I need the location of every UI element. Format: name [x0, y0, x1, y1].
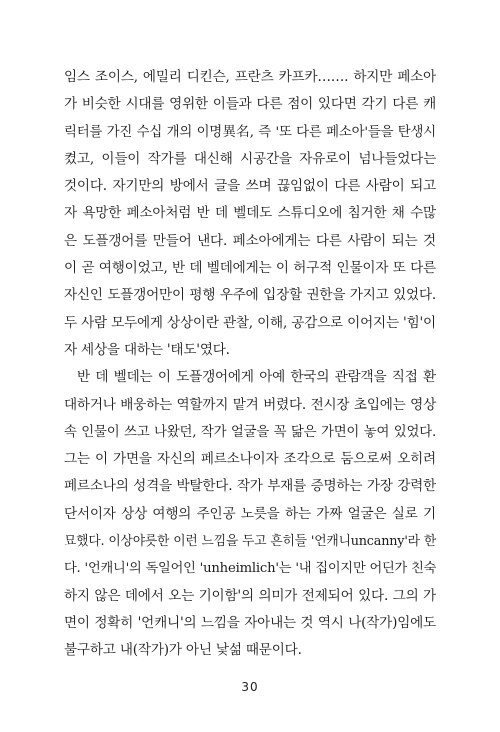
paragraph-2	[64, 364, 436, 664]
text-line: 불구하고 내(작가)가 아닌 낯섦 때문이다.	[64, 642, 302, 659]
text-line: 자 세상을 대하는 '태도'였다.	[64, 341, 230, 358]
text-line: 가 비슷한 시대를 영위한 이들과 다른 점이 있다면 각기 다른 캐	[64, 96, 436, 113]
text-line: 은 도플갱어를 만들어 낸다. 페소아에게는 다른 사람이 되는 것	[64, 232, 436, 249]
text-line: 임스 조이스, 에밀리 디킨슨, 프란츠 카프카……. 하지만 페소아	[64, 69, 436, 85]
text-line: 면이 정확히 '언캐니'의 느낌을 자아내는 것 역시 나(작가)임에도	[64, 614, 436, 631]
text-line: 자 욕망한 페소아처럼 반 데 벨데도 스튜디오에 침거한 채 수많	[64, 205, 436, 222]
text-line: 하지 않은 데에서 오는 기이함'의 의미가 전제되어 있다. 그의 가	[64, 587, 436, 604]
text-line: 반 데 벨데는 이 도플갱어에게 아예 한국의 관람객을 직접 환	[77, 369, 436, 386]
text-line: 것이다. 자기만의 방에서 글을 쓰며 끊임없이 다른 사람이 되고	[64, 178, 436, 195]
text-line: 속 인물이 쓰고 나왔던, 작가 얼굴을 꼭 닮은 가면이 놓여 있었다.	[64, 424, 436, 440]
text-line: 페르소나의 성격을 박탈한다. 작가 부재를 증명하는 가장 강력한	[64, 478, 436, 495]
text-line: 켰고, 이들이 작가를 대신해 시공간을 자유로이 넘나들었다는	[64, 150, 436, 167]
text-line: 대하거나 배웅하는 역할까지 맡겨 버렸다. 전시장 초입에는 영상	[64, 396, 436, 413]
text-line: 단서이자 상상 여행의 주인공 노릇을 하는 가짜 얼굴은 실로 기	[64, 505, 436, 522]
page-number: 30	[241, 680, 259, 694]
text-line: 자신인 도플갱어만이 평행 우주에 입장할 권한을 가지고 있었다.	[64, 287, 436, 304]
text-line: 두 사람 모두에게 상상이란 관찰, 이해, 공감으로 이어지는 '힘'이	[64, 314, 436, 331]
text-line: 릭터를 가진 수십 개의 이명異名, 즉 '또 다른 페소아'들을 탄생시	[64, 124, 436, 140]
paragraph-1	[64, 64, 436, 364]
text-line: 이 곧 여행이었고, 반 데 벨데에게는 이 허구적 인물이자 또 다른	[64, 260, 436, 277]
text-line: 그는 이 가면을 자신의 페르소나이자 조각으로 둠으로써 오히려	[64, 451, 436, 468]
text-line: 묘했다. 이상야릇한 이런 느낌을 두고 흔히들 '언캐니uncanny'라 한	[64, 534, 436, 550]
text-line: 다. '언캐니'의 독일어인 'unheimlich'는 '내 집이지만 어딘가 친숙	[64, 561, 437, 577]
body-text	[64, 64, 436, 665]
